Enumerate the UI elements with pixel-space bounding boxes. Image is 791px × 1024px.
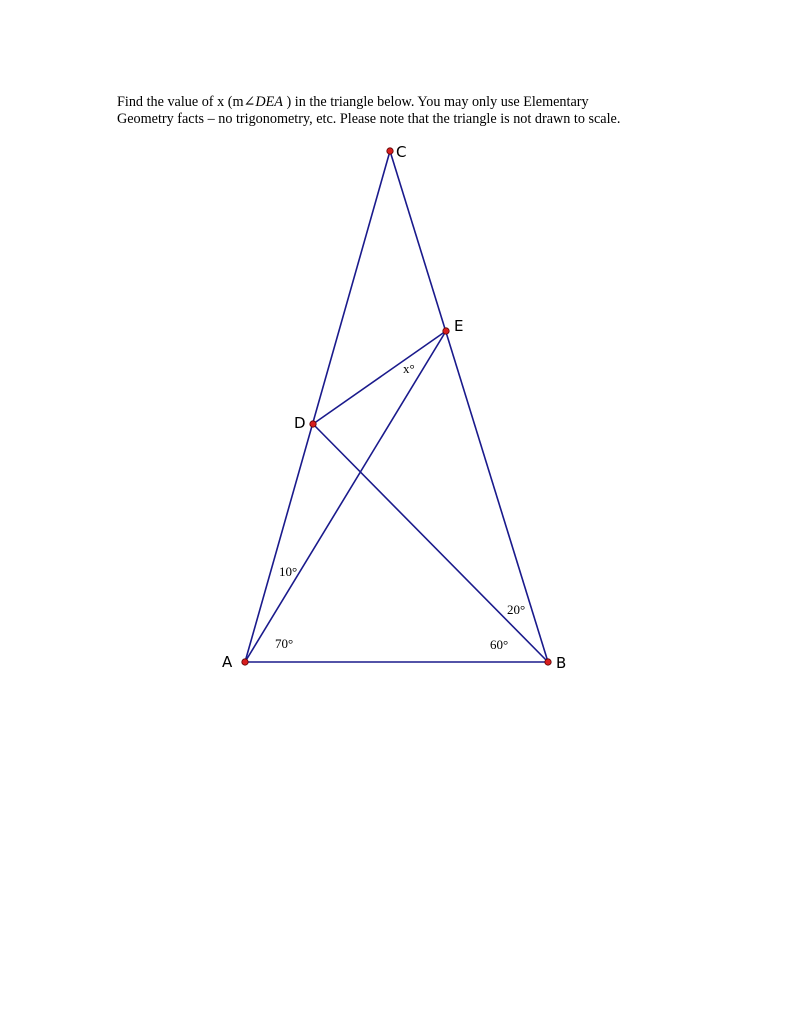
problem-line-1-start: Find the value of x (m [117,94,244,110]
segment-bc [390,151,548,662]
point-c [387,148,393,154]
segment-bd [313,424,548,662]
angle-dea-notation: ∠DEA [243,94,283,110]
angle-label-eab: 70° [275,636,294,651]
angle-label-cae: 10° [279,564,298,579]
segment-ae [245,331,446,662]
segment-ca [245,151,390,662]
label-b: B [556,654,567,672]
point-e [443,328,449,334]
label-e: E [454,317,464,335]
segment-de [313,331,446,424]
label-d: D [294,414,306,432]
point-b [545,659,551,665]
angle-label-dea: x° [403,361,415,376]
point-d [310,421,316,427]
point-a [242,659,248,665]
problem-line-2: Geometry facts – no trigonometry, etc. Please note that the triangle is not drawn to scale. [117,111,621,127]
problem-line-1-end: ) in the triangle below. You may only use Elementary [286,94,589,110]
angle-label-cbd: 20° [507,602,526,617]
label-a: A [222,653,233,671]
label-c: C [396,143,407,161]
angle-label-dba: 60° [490,637,509,652]
